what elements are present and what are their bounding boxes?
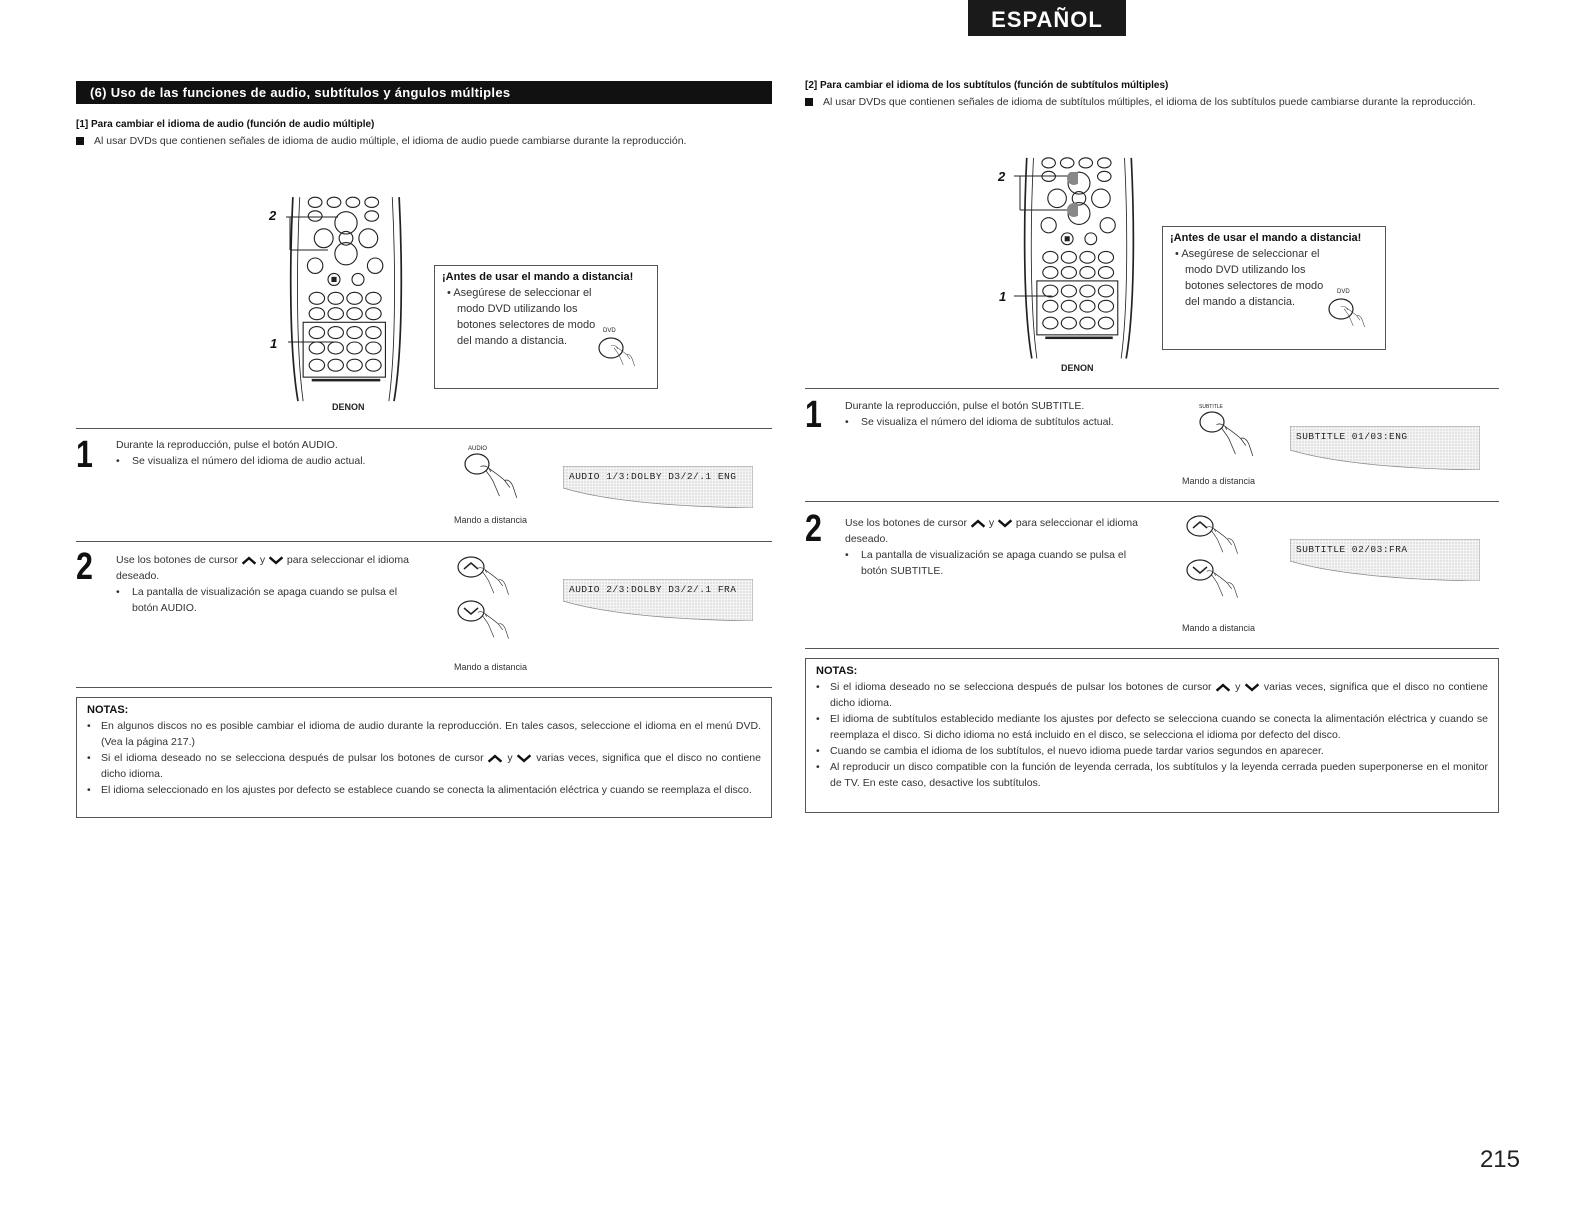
cursor-buttons-icon (1184, 514, 1264, 614)
cursor-up-icon (241, 556, 257, 565)
right-subhead: [2] Para cambiar el idioma de los subtítulos (función de subtítulos múltiples) (805, 80, 1169, 91)
callout-lines (278, 212, 338, 362)
cursor-up-icon (1215, 683, 1231, 692)
caption: Mando a distancia (1182, 476, 1256, 486)
divider (76, 541, 772, 542)
dvd-button-icon (595, 334, 645, 374)
right-intro: Al usar DVDs que contienen señales de idioma de subtítulos múltiples, el idioma de los subtítulos puede cambiarse durante la reproducción. (805, 95, 1505, 110)
left-subhead: [1] Para cambiar el idioma de audio (función de audio múltiple) (76, 119, 375, 130)
tip-box (434, 265, 658, 389)
notes-title: NOTAS: (816, 665, 858, 677)
divider (76, 428, 772, 429)
callout-1: 1 (999, 289, 1007, 304)
step-text: Durante la reproducción, pulse el botón AUDIO. • Se visualiza el número del idioma de audio actual. (116, 437, 416, 469)
brand-logo: DENON (1061, 363, 1094, 373)
note-item: • El idioma seleccionado en los ajustes por defecto se establece cuando se conecta la alimentación eléctrica y cuando se reemplaza el disco. (87, 782, 761, 798)
cursor-down-icon (516, 754, 532, 763)
square-bullet-icon (76, 137, 84, 145)
step-number: 2 (76, 546, 93, 588)
step-number: 1 (805, 394, 822, 436)
tip-title: ¡Antes de usar el mando a distancia! (442, 271, 634, 283)
note-item: • Cuando se cambia el idioma de los subtítulos, el nuevo idioma puede tardar varios segundos en aparecer. (816, 743, 1488, 759)
note-item: • En algunos discos no es posible cambiar el idioma de audio durante la reproducción. En tales casos, seleccione el idioma en el menú DVD. (Vea la página 217.) (87, 718, 761, 750)
lcd-display: AUDIO 1/3:DOLBY D3/2/.1 ENG (563, 466, 753, 508)
tip-box (1162, 226, 1386, 350)
cursor-up-icon (970, 519, 986, 528)
divider (805, 648, 1499, 649)
dvd-button-label: DVD (603, 328, 616, 334)
cursor-down-icon (268, 556, 284, 565)
divider (805, 501, 1499, 502)
callout-1: 1 (270, 336, 278, 351)
callout-2: 2 (998, 169, 1006, 184)
callout-2: 2 (269, 208, 277, 223)
notes-box (805, 658, 1499, 813)
subtitle-button-label: SUBTITLE (1199, 404, 1223, 410)
divider (76, 687, 772, 688)
subtitle-button-icon (1196, 410, 1266, 470)
notes-box (76, 697, 772, 818)
caption: Mando a distancia (1182, 623, 1256, 633)
tip-text: • Asegúrese de seleccionar el modo DVD utilizando los botones selectores de modo del mando a distancia. (1175, 248, 1324, 308)
step-text: Durante la reproducción, pulse el botón SUBTITLE. • Se visualiza el número del idioma de subtítulos actual. (845, 398, 1141, 430)
tip-title: ¡Antes de usar el mando a distancia! (1170, 232, 1362, 244)
divider (805, 388, 1499, 389)
step-number: 1 (76, 434, 93, 476)
audio-button-label: AUDIO (468, 446, 488, 452)
notes-title: NOTAS: (87, 704, 129, 716)
caption: Mando a distancia (454, 662, 528, 672)
note-item: • El idioma de subtítulos establecido mediante los ajustes por defecto se selecciona cuando se conecta la alimentación eléctrica y cuando se reemplaza el disco. Si dicho idioma no está incluido en el disco, se selecciona el idioma por defecto del disco. (816, 711, 1488, 743)
step-number: 2 (805, 508, 822, 550)
cursor-down-icon (997, 519, 1013, 528)
section-title: (6) Uso de las funciones de audio, subtítulos y ángulos múltiples (76, 81, 772, 104)
dvd-button-label: DVD (1337, 289, 1350, 295)
brand-logo: DENON (332, 402, 365, 412)
cursor-up-icon (487, 754, 503, 763)
note-item: • Si el idioma deseado no se selecciona después de pulsar los botones de cursor y varias veces, significa que el disco no contiene dicho idioma. (816, 679, 1488, 711)
step-text: Use los botones de cursor y para seleccionar el idioma deseado. • La pantalla de visualización se apaga cuando se pulsa el botón SUBTITLE. (845, 515, 1145, 579)
note-item: • Al reproducir un disco compatible con la función de leyenda cerrada, los subtítulos y la leyenda cerrada pueden superponerse en el monitor de TV. En este caso, desactive los subtítulos. (816, 759, 1488, 791)
tip-text: • Asegúrese de seleccionar el modo DVD utilizando los botones selectores de modo del mando a distancia. (447, 287, 596, 347)
lcd-display: SUBTITLE 02/03:FRA (1290, 539, 1480, 581)
lcd-display: SUBTITLE 01/03:ENG (1290, 426, 1480, 470)
cursor-buttons-icon (455, 555, 535, 655)
cursor-down-icon (1244, 683, 1260, 692)
callout-lines (1008, 172, 1078, 302)
lcd-display: AUDIO 2/3:DOLBY D3/2/.1 FRA (563, 579, 753, 621)
left-intro: Al usar DVDs que contienen señales de idioma de audio múltiple, el idioma de audio puede cambiarse durante la reproducción. (76, 134, 776, 149)
step-text: Use los botones de cursor y para seleccionar el idioma deseado. • La pantalla de visualización se apaga cuando se pulsa el botón AUDIO. (116, 552, 421, 616)
caption: Mando a distancia (454, 515, 528, 525)
language-tab: ESPAÑOL (968, 0, 1126, 36)
square-bullet-icon (805, 98, 813, 106)
dvd-button-icon (1325, 295, 1375, 335)
page-number: 215 (1479, 1146, 1520, 1173)
note-item: • Si el idioma deseado no se selecciona después de pulsar los botones de cursor y varias veces, significa que el disco no contiene dicho idioma. (87, 750, 761, 782)
audio-button-icon (460, 452, 530, 512)
